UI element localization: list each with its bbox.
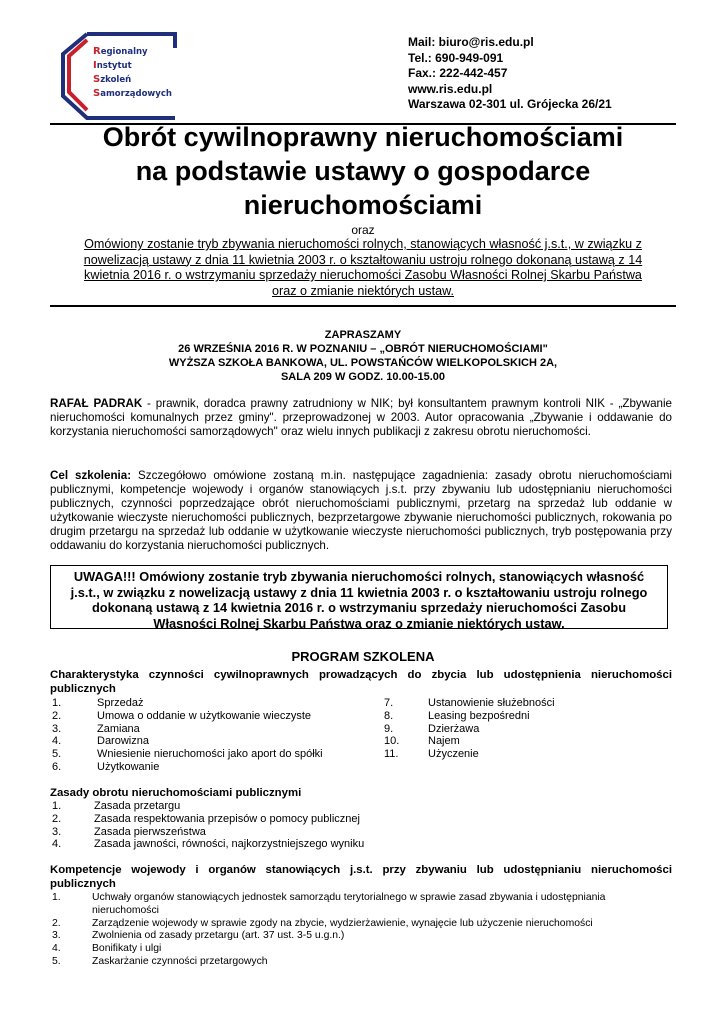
invitation-line-3: WYŻSZA SZKOŁA BANKOWA, UL. POWSTAŃCÓW WIELKOPOLSKICH 2A, <box>168 357 558 369</box>
invitation-line-4: SALA 209 W GODZ. 10.00-15.00 <box>280 371 446 383</box>
title-connector: oraz <box>351 223 375 237</box>
contact-email[interactable]: Mail: biuro@ris.edu.pl <box>408 35 534 49</box>
list-item: 1. Zasada przetargu <box>52 800 181 812</box>
trainer-name: RAFAŁ PADRAK <box>50 397 143 410</box>
list-item: 9. Dzierżawa <box>384 722 480 735</box>
list-item: 5. Zaskarżanie czynności przetargowych <box>52 955 268 967</box>
training-goal <box>50 469 672 553</box>
section-title-2: Zasady obrotu nieruchomościami publicznymi <box>50 787 302 799</box>
list-item: 4. Bonifikaty i ulgi <box>52 943 162 955</box>
invitation-line-2: 26 WRZEŚNIA 2016 R. W POZNANIU – „OBRÓT NIERUCHOMOŚCIAMI" <box>178 343 548 355</box>
section-1-list-right <box>384 697 634 761</box>
list-item: 10. Najem <box>384 735 460 748</box>
logo-line-3: Szkoleń <box>93 74 132 85</box>
list-item: 2. Zasada respektowania przepisów o pomocy publicznej <box>52 812 360 825</box>
list-item: 8. Leasing bezpośredni <box>384 709 530 722</box>
logo-line-1: Regionalny <box>93 46 148 57</box>
invitation-line-1: ZAPRASZAMY <box>324 329 402 341</box>
contact-website[interactable]: www.ris.edu.pl <box>408 81 493 96</box>
list-item: 2. Umowa o oddanie w użytkowanie wieczyste <box>52 709 311 722</box>
contact-block <box>408 35 612 113</box>
list-item: 3. Zamiana <box>52 722 140 735</box>
contact-phone: Tel.: 690-949-091 <box>408 50 504 65</box>
contact-fax: Fax.: 222-442-457 <box>408 66 508 80</box>
section-1-list-left <box>52 697 372 774</box>
subtitle-line-4: oraz o zmianie niektórych ustaw. <box>272 283 454 298</box>
list-item: 3. Zasada pierwszeństwa <box>52 825 206 838</box>
title-line-2: na podstawie ustawy o gospodarce <box>135 156 591 186</box>
section-title-1: Charakterystyka czynności cywilnoprawnych prowadzących do zbycia lub udostępnienia nieruchomości publicznych <box>50 669 672 695</box>
list-item: 6. Użytkowanie <box>52 760 160 773</box>
section-title-3: Kompetencje wojewody i organów stanowiących j.s.t. przy zbywaniu lub udostępnianiu nieruchomości publicznych <box>50 864 672 890</box>
section-2-list <box>52 800 672 851</box>
title-line-1: Obrót cywilnoprawny nieruchomościami <box>102 122 624 152</box>
list-item: 7. Ustanowienie służebności <box>384 697 555 709</box>
list-item: 11. Użyczenie <box>384 748 479 761</box>
list-item: 3. Zwolnienia od zasady przetargu (art. 37 ust. 3-5 u.g.n.) <box>52 930 345 942</box>
list-item: 1. Uchwały organów stanowiących jednostek samorządu terytorialnego w sprawie zasad zbywania i udostępniania nieruchomości <box>52 892 672 918</box>
notice-line-4: Własności Rolnej Skarbu Państwa oraz o zmianie niektórych ustaw. <box>153 615 565 631</box>
notice-line-2: j.s.t., w związku z nowelizacją ustawy z dnia 11 kwietnia 2003 r. o kształtowaniu ustroju rolnego <box>70 584 648 600</box>
goal-text: Szczegółowo omówione zostaną m.in. następujące zagadnienia: zasady obrotu nieruchomościami publicznymi, kompetencje wojewody i organów stanowiących j.s.t. przy zbywaniu lub udostępnianiu nieruchomości publicznych, czynności poprzedzające obrót nieruchomościami publicznymi, przetarg na sprzedaż lub oddanie w użytkowanie wieczyste nieruchomości publicznych, bezprzetargowe zbywanie nieruchomości publicznych, rokowania po drugim przetargu na sprzedaż lub oddanie w użytkowanie wieczyste nieruchomości publicznych, tryb postępowania przy oddawaniu do korzystania nieruchomości publicznych. <box>50 469 672 552</box>
subtitle-line-2: nowelizacją ustawy z dnia 11 kwietnia 2003 r. o kształtowaniu ustroju rolnego dokonaną ustawą z 14 <box>83 252 643 267</box>
contact-address: Warszawa 02-301 ul. Grójecka 26/21 <box>408 97 612 111</box>
list-item: 4. Zasada jawności, równości, najkorzystniejszego wyniku <box>52 838 365 851</box>
notice-line-1: UWAGA!!! Omówiony zostanie tryb zbywania nieruchomości rolnych, stanowiących własność <box>73 569 645 584</box>
trainer-description: - prawnik, doradca prawny zatrudniony w NIK; był konsultantem prawnym kontroli NIK - „Zbywanie nieruchomości komunalnych przez gminy". przeprowadzonej w 2003. Autor opracowania „Zbywanie i oddawanie do korzystania nieruchomości samorządowych" oraz wielu innych publikacji z zakresu obrotu nieruchomości. <box>50 397 672 438</box>
notice-box <box>50 565 668 629</box>
title-line-3: nieruchomościami <box>243 190 483 220</box>
list-item: 1. Sprzedaż <box>52 697 144 709</box>
logo-line-4: Samorządowych <box>93 88 172 99</box>
list-item: 2. Zarządzenie wojewody w sprawie zgody na zbycie, wydzierżawienie, wynajęcie lub użyczenie nieruchomości <box>52 917 593 929</box>
list-item: 4. Darowizna <box>52 735 149 748</box>
goal-label: Cel szkolenia: <box>50 469 132 482</box>
invitation <box>50 328 676 384</box>
list-item-continuation: nieruchomości <box>92 904 159 916</box>
list-item: 5. Wniesienie nieruchomości jako aport do spółki <box>52 748 323 761</box>
trainer-bio <box>50 397 672 439</box>
program-title: PROGRAM SZKOLENA <box>291 649 435 664</box>
section-3-list <box>52 892 672 969</box>
subtitle-line-1: Omówiony zostanie tryb zbywania nieruchomości rolnych, stanowiących własność j.s.t., w związku z <box>84 237 642 251</box>
page-title <box>50 120 676 222</box>
subtitle <box>50 237 676 299</box>
logo-line-2: Instytut <box>93 60 132 71</box>
logo <box>55 30 185 122</box>
notice-line-3: dokonaną ustawą z 14 kwietnia 2016 r. o wstrzymaniu sprzedaży nieruchomości Zasobu <box>91 600 627 615</box>
title-bottom-divider <box>50 305 676 307</box>
subtitle-line-3: kwietnia 2016 r. o wstrzymaniu sprzedaży nieruchomości Zasobu Własności Rolnej Skarbu Państwa <box>84 268 642 282</box>
